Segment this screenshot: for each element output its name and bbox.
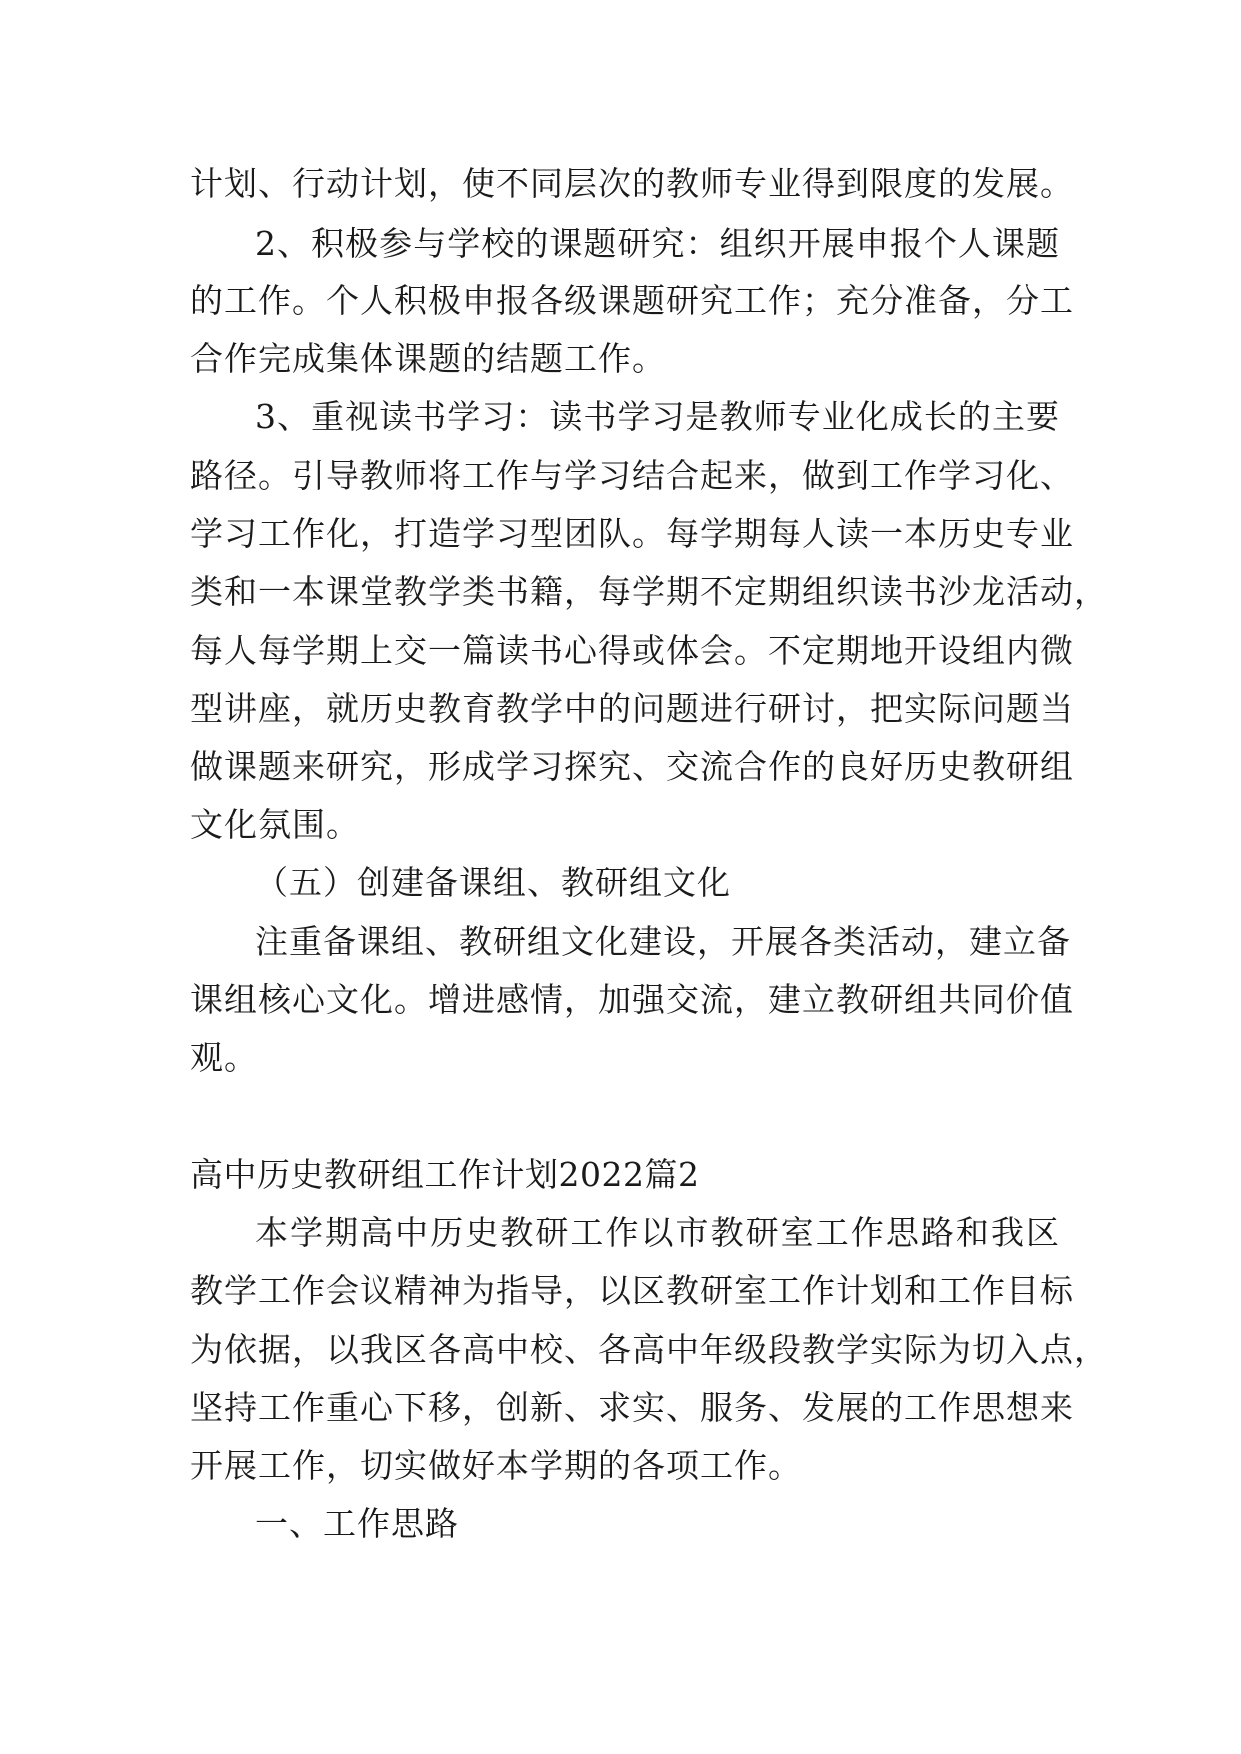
body-text-line: 每人每学期上交一篇读书心得或体会。不定期地开设组内微 (190, 631, 1074, 670)
body-text-line: 的工作。个人积极申报各级课题研究工作；充分准备，分工 (190, 281, 1074, 320)
body-text-line: 文化氛围。 (190, 805, 360, 844)
body-text-line: 为依据，以我区各高中校、各高中年级段教学实际为切入点， (190, 1330, 1108, 1369)
section-heading: 一、工作思路 (255, 1504, 459, 1543)
body-text-line: 路径。引导教师将工作与学习结合起来，做到工作学习化、 (190, 456, 1074, 495)
body-text-line: 坚持工作重心下移，创新、求实、服务、发展的工作思想来 (190, 1388, 1074, 1427)
body-text-line: 类和一本课堂教学类书籍，每学期不定期组织读书沙龙活动， (190, 572, 1108, 611)
body-text-line: 3、重视读书学习：读书学习是教师专业化成长的主要 (255, 397, 1060, 436)
body-text-line: 型讲座，就历史教育教学中的问题进行研讨，把实际问题当 (190, 689, 1074, 728)
body-text-line: 计划、行动计划，使不同层次的教师专业得到限度的发展。 (190, 164, 1074, 203)
body-text-line: 合作完成集体课题的结题工作。 (190, 339, 666, 378)
body-text-line: 注重备课组、教研组文化建设，开展各类活动，建立备 (255, 922, 1071, 961)
body-text-line: 教学工作会议精神为指导，以区教研室工作计划和工作目标 (190, 1271, 1074, 1310)
section-heading: （五）创建备课组、教研组文化 (255, 863, 731, 902)
body-text-line: 观。 (190, 1038, 258, 1077)
body-text-line: 课组核心文化。增进感情，加强交流，建立教研组共同价值 (190, 980, 1074, 1019)
body-text-line: 本学期高中历史教研工作以市教研室工作思路和我区 (255, 1213, 1060, 1252)
body-text-line: 开展工作，切实做好本学期的各项工作。 (190, 1446, 802, 1485)
body-text-line: 2、积极参与学校的课题研究：组织开展申报个人课题 (255, 224, 1060, 263)
body-text-line: 学习工作化，打造学习型团队。每学期每人读一本历史专业 (190, 514, 1074, 553)
document-title: 高中历史教研组工作计划2022篇2 (190, 1155, 700, 1194)
body-text-line: 做课题来研究，形成学习探究、交流合作的良好历史教研组 (190, 747, 1074, 786)
